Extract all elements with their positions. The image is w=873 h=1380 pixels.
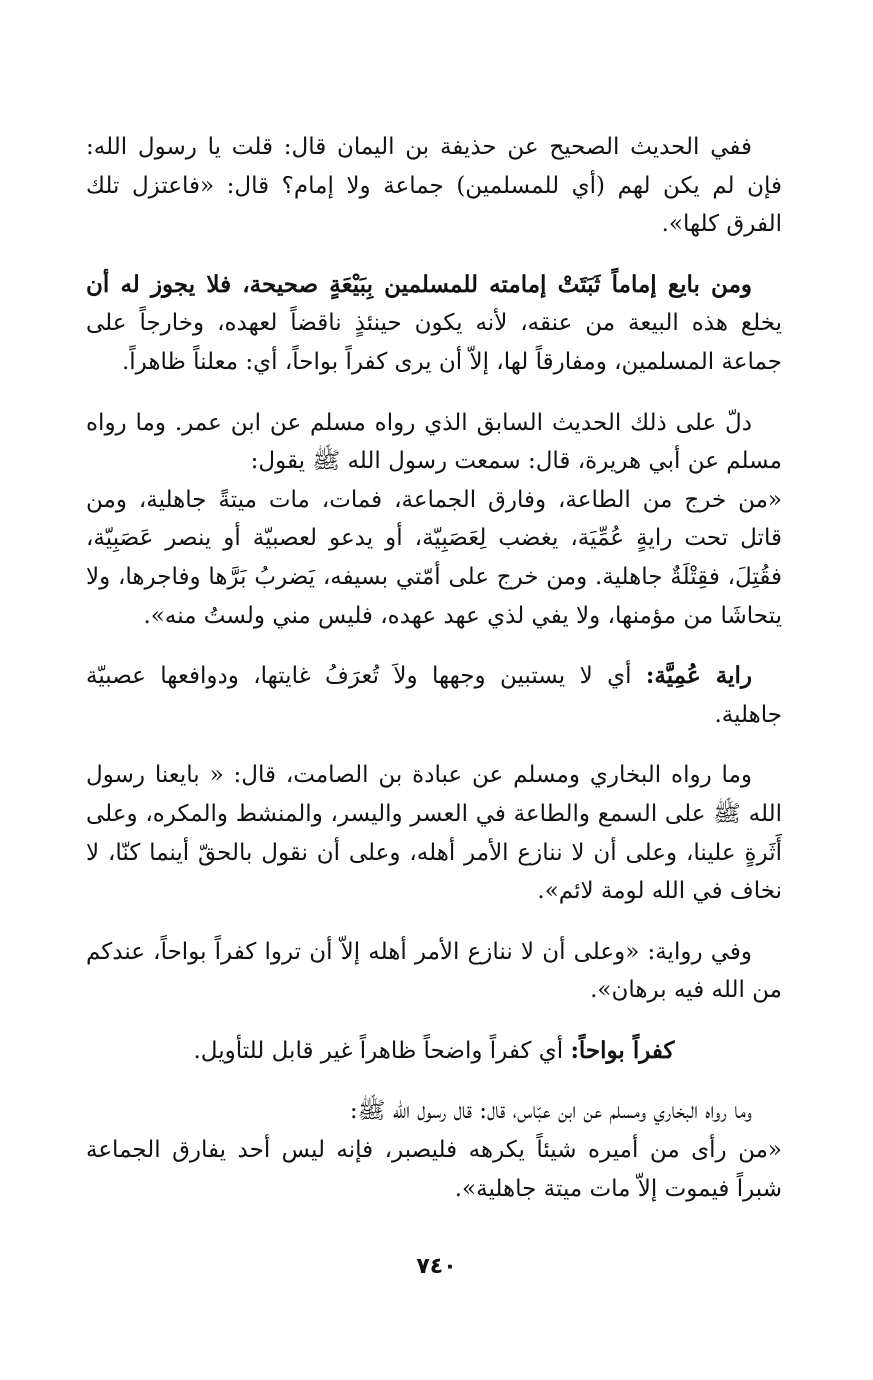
term-kufr-bawah: كفراً بواحاً:	[570, 1036, 675, 1064]
definition-kufr-text: أي كفراً واضحاً ظاهراً غير قابل للتأويل.	[193, 1037, 571, 1064]
paragraph-definition-rayah	[86, 657, 782, 734]
paragraph-evidence-intro: دلّ على ذلك الحديث السابق الذي رواه مسلم عن ابن عمر. وما رواه مسلم عن أبي هريرة، قال: سمعت رسول الله ﷺ يقول:	[86, 409, 782, 475]
allegiance-rest: يخلع هذه البيعة من عنقه، لأنه يكون حينئذٍ ناقضاً لعهده، وخارجاً على جماعة المسلمين، ومفارقاً لها، إلاّ أن يرى كفراً بواحاً، أي: معلناً ظاهراً.	[86, 310, 782, 375]
paragraph-allegiance	[86, 266, 782, 382]
paragraph-another-narration: وفي رواية: «وعلى أن لا ننازع الأمر أهله إلاّ أن تروا كفراً بواحاً، عندكم من الله فيه برهان».	[86, 938, 782, 1004]
paragraph-definition-kufr	[86, 1032, 782, 1071]
page-body	[86, 128, 782, 1208]
definition-rayah-text: أي لا يستبين وجهها ولاَ تُعرَفُ غايتها، ودوافعها عصبيّة جاهلية.	[86, 663, 782, 728]
paragraph-hudhayfa-hadith: ففي الحديث الصحيح عن حذيفة بن اليمان قال: قلت يا رسول الله: فإن لم يكن لهم (أي للمسلمين) جماعة ولا إمام؟ قال: «فاعتزل تلك الفرق كلها».	[86, 134, 782, 238]
allegiance-bold-lead: ومن بايع إماماً ثَبَتَتْ إمامته للمسلمين بِبَيْعَةٍ صحيحة، فلا يجوز له أن	[86, 270, 752, 298]
page-number: ٧٤٠	[416, 1254, 457, 1279]
paragraph-ibn-abbas-intro: وما رواه البخاري ومسلم عن ابن عبّاس، قال: قال رسول الله ﷺ:	[349, 1098, 752, 1125]
paragraph-ubada-hadith: وما رواه البخاري ومسلم عن عبادة بن الصامت، قال: « بايعنا رسول الله ﷺ على السمع والطاعة في العسر واليسر، والمنشط والمكره، وعلى أَثَرةٍ علينا، وعلى أن لا ننازع الأمر أهله، وعلى أن نقول بالحقّ أينما كنّا، لا نخاف في الله لومة لائم».	[86, 762, 782, 905]
paragraph-abu-huraira-hadith: «من خرج من الطاعة، وفارق الجماعة، فمات، مات ميتةً جاهلية، ومن قاتل تحت رايةٍ عُمِّيَة، يغضب لِعَصَبِيّة، أو يدعو لعصبيّة أو ينصر عَصَبِيّة، فقُتِلَ، فقِتْلَةٌ جاهلية. ومن خرج على أمّتي بسيفه، يَضربُ بَرَّها وفاجرها، ولا يتحاشَا من مؤمنها، ولا يفي لذي عهد عهده، فليس مني ولستُ منه».	[86, 486, 782, 629]
paragraph-ibn-abbas-hadith: «من رأى من أميره شيئاً يكرهه فليصبر، فإنه ليس أحد يفارق الجماعة شبراً فيموت إلاّ مات ميتة جاهلية».	[86, 1137, 782, 1202]
term-rayah-ummiyyah: راية عُمِيَّة:	[645, 662, 752, 690]
